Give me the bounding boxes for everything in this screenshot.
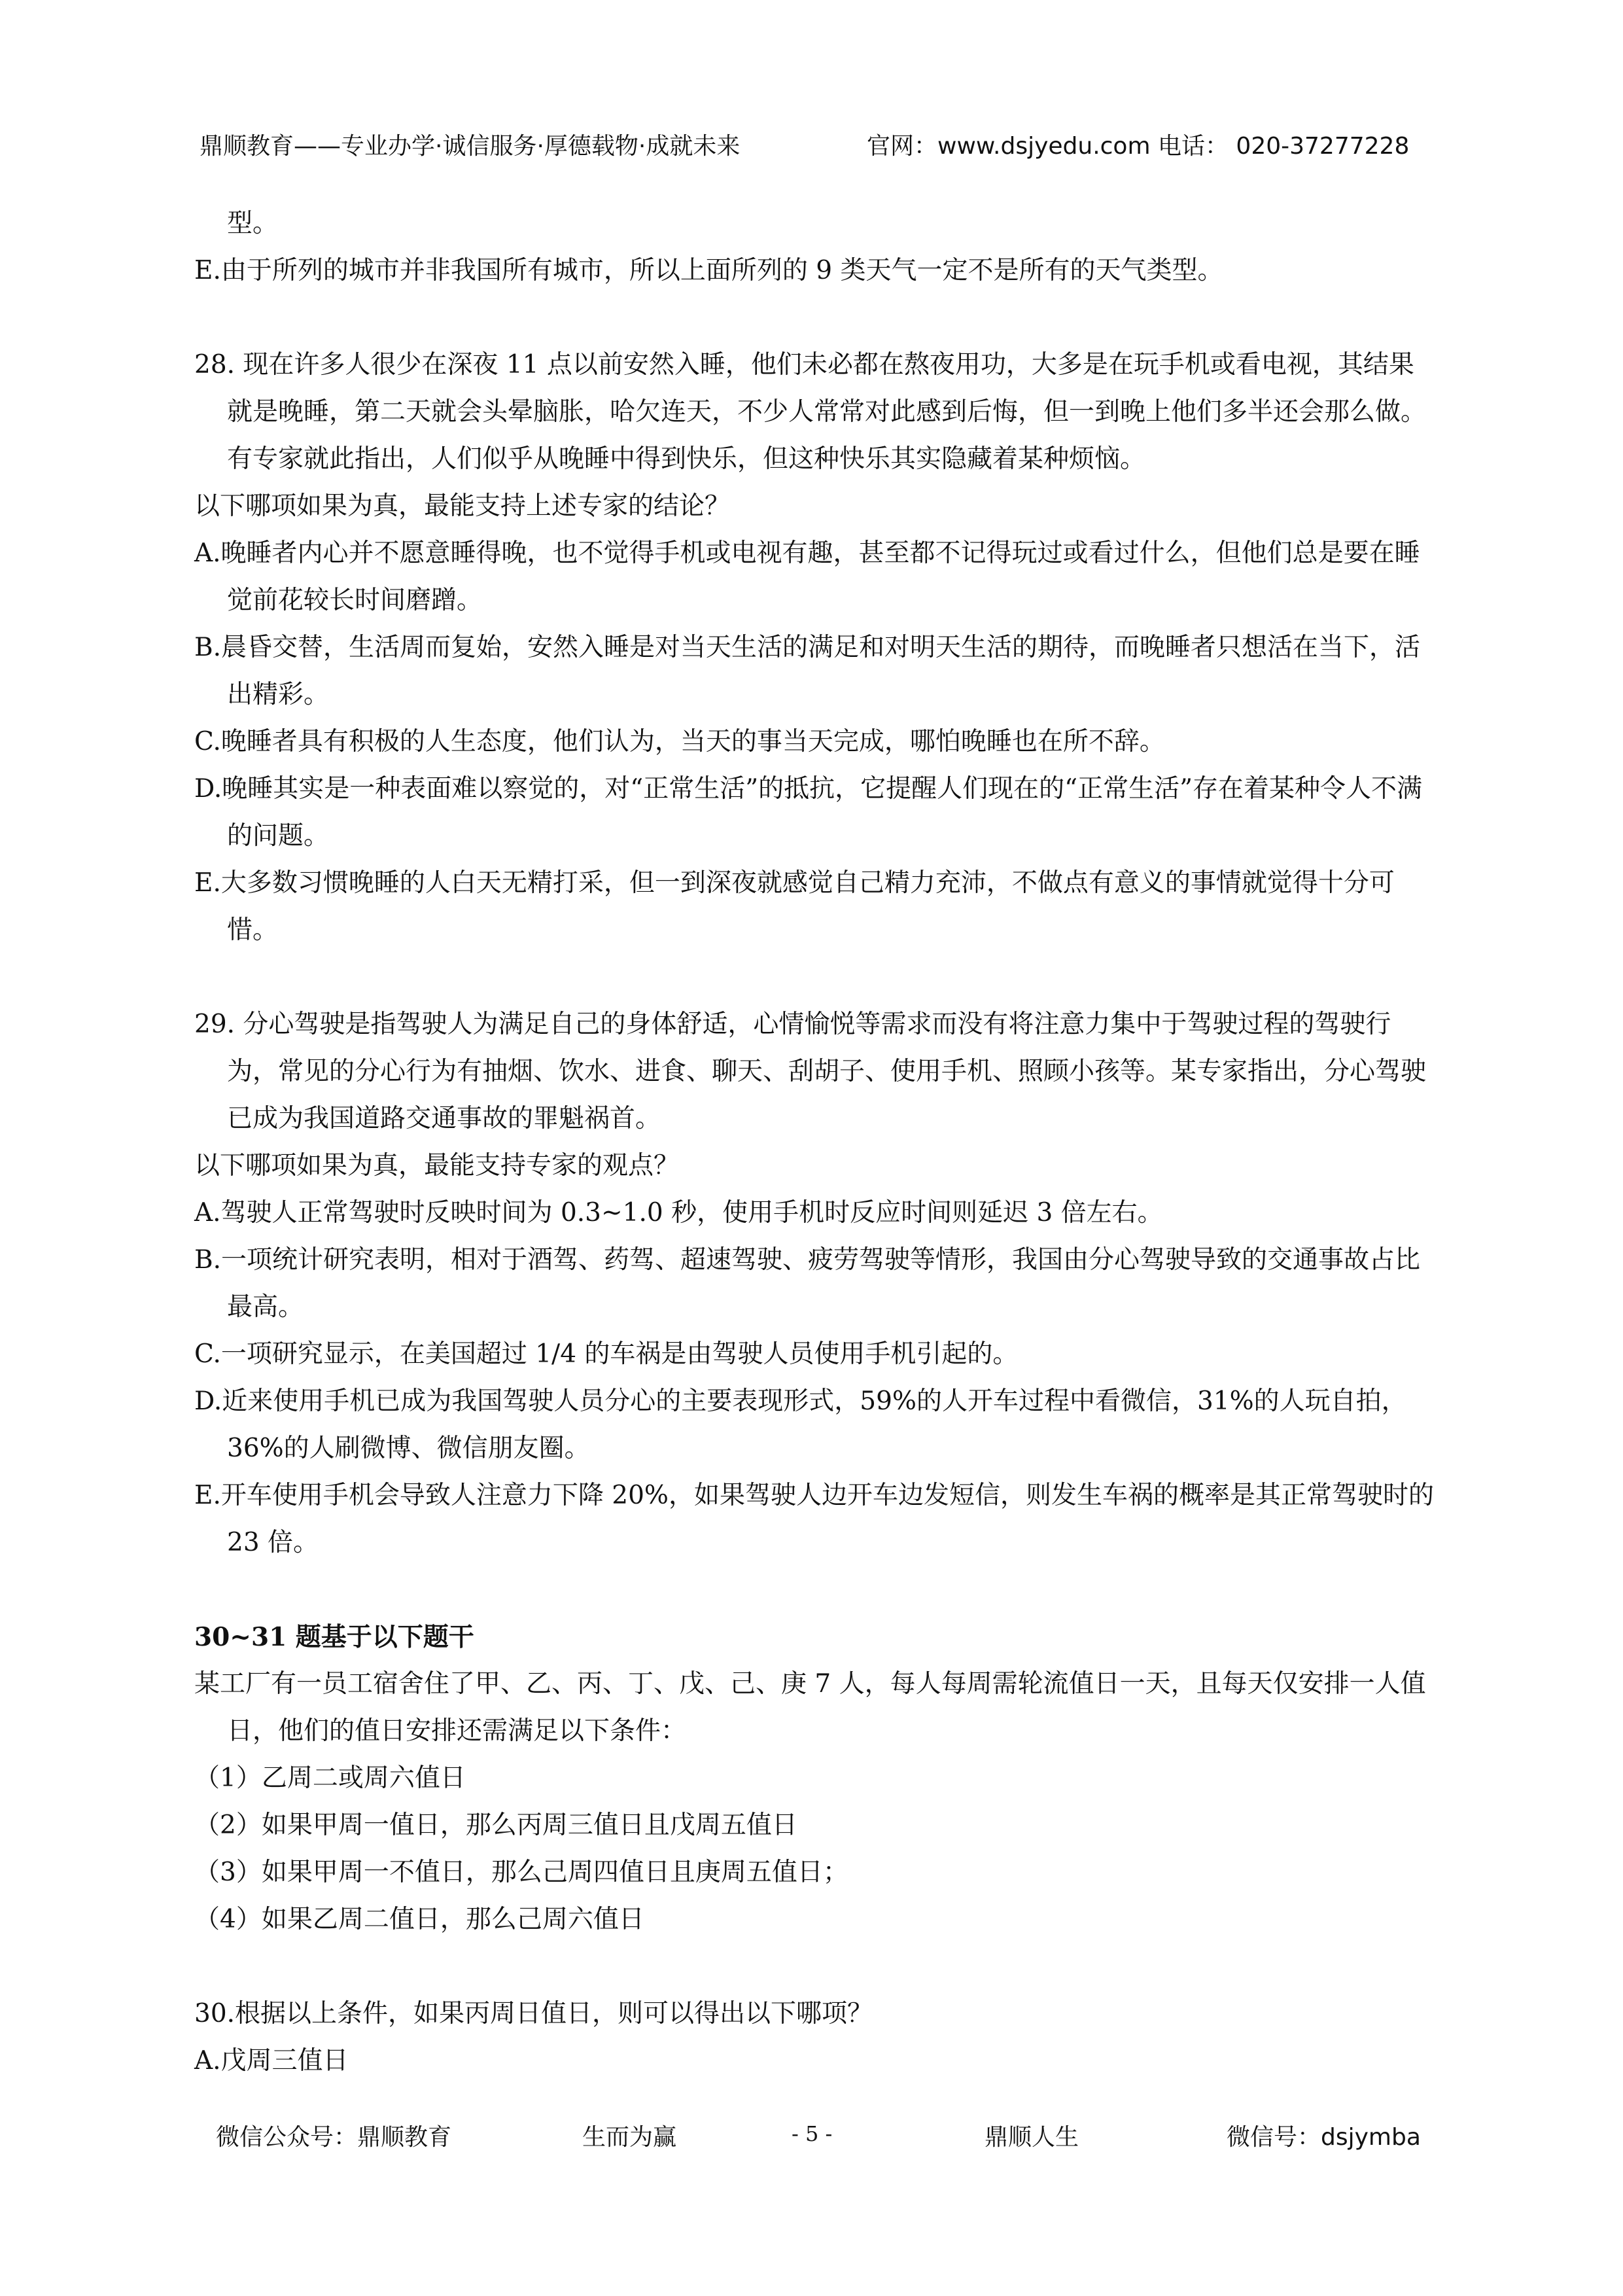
q29-question: 以下哪项如果为真，最能支持专家的观点？: [194, 1151, 680, 1180]
q28-option-d: D.晚睡其实是一种表面难以察觉的，对“正常生活”的抵抗，它提醒人们现在的“正常生活”存在着某种令人不满的问题。: [194, 774, 1423, 851]
page-footer: [216, 2119, 1459, 2158]
q30-31-stem: 某工厂有一员工宿舍住了甲、乙、丙、丁、戊、己、庚 7 人，每人每周需轮流值日一天，且每天仅安排一人值日，他们的值日安排还需满足以下条件：: [194, 1669, 1426, 1746]
footer-wechat-official: 微信公众号：鼎顺教育: [216, 2124, 452, 2151]
header-contact: 官网：www.dsjyedu.com 电话： 020-37277228: [867, 133, 1410, 160]
q29-option-e: E.开车使用手机会导致人注意力下降 20%，如果驾驶人边开车边发短信，则发生车祸的概率是其正常驾驶时的 23 倍。: [194, 1481, 1434, 1557]
page-content: [194, 200, 1437, 2085]
q28-option-e: E.大多数习惯晚睡的人白天无精打采，但一到深夜就感觉自己精力充沛，不做点有意义的事情就觉得十分可惜。: [194, 868, 1395, 945]
q30-option-a: A.戊周三值日: [194, 2046, 349, 2075]
header-motto: 鼎顺教育——专业办学·诚信服务·厚德载物·成就未来: [200, 133, 741, 160]
q30-stem: 30.根据以上条件，如果丙周日值日，则可以得出以下哪项？: [194, 1999, 873, 2028]
q29-option-c: C.一项研究显示，在美国超过 1/4 的车祸是由驾驶人员使用手机引起的。: [194, 1339, 1019, 1369]
page-header: [200, 128, 1442, 167]
page-number: - 5 -: [792, 2121, 833, 2146]
q29-option-d: D.近来使用手机已成为我国驾驶人员分心的主要表现形式，59%的人开车过程中看微信，31%的人玩自拍，36%的人刷微博、微信朋友圈。: [194, 1386, 1407, 1463]
footer-slogan: 生而为赢: [582, 2124, 677, 2151]
q29-option-a: A.驾驶人正常驾驶时反映时间为 0.3~1.0 秒，使用手机时反应时间则延迟 3 倍左右。: [194, 1198, 1163, 1227]
q28-option-a: A.晚睡者内心并不愿意睡得晚，也不觉得手机或电视有趣，甚至都不记得玩过或看过什么，但他们总是要在睡觉前花较长时间磨蹭。: [194, 539, 1420, 615]
carry-over-line: 型。: [227, 209, 279, 238]
condition-1: （1）乙周二或周六值日: [194, 1763, 466, 1793]
condition-2: （2）如果甲周一值日，那么丙周三值日且戊周五值日: [194, 1810, 797, 1840]
q29-stem: 29. 分心驾驶是指驾驶人为满足自己的身体舒适，心情愉悦等需求而没有将注意力集中于驾驶过程的驾驶行为，常见的分心行为有抽烟、饮水、进食、聊天、刮胡子、使用手机、照顾小孩等。某专家指出，分心驾驶已成为我国道路交通事故的罪魁祸首。: [194, 1010, 1427, 1133]
q29-option-b: B.一项统计研究表明，相对于酒驾、药驾、超速驾驶、疲劳驾驶等情形，我国由分心驾驶导致的交通事故占比最高。: [194, 1245, 1421, 1322]
condition-4: （4）如果乙周二值日，那么己周六值日: [194, 1905, 644, 1934]
footer-brand: 鼎顺人生: [985, 2124, 1079, 2151]
footer-wechat-id: 微信号：dsjymba: [1227, 2124, 1421, 2151]
q28-option-b: B.晨昏交替，生活周而复始，安然入睡是对当天生活的满足和对明天生活的期待，而晚睡者只想活在当下，活出精彩。: [194, 633, 1421, 709]
q28-question: 以下哪项如果为真，最能支持上述专家的结论？: [194, 491, 731, 521]
condition-3: （3）如果甲周一不值日，那么己周四值日且庚周五值日；: [194, 1858, 848, 1887]
q27-option-e: E.由于所列的城市并非我国所有城市，所以上面所列的 9 类天气一定不是所有的天气类型。: [194, 256, 1223, 285]
q28-stem: 28. 现在许多人很少在深夜 11 点以前安然入睡，他们未必都在熬夜用功，大多是在玩手机或看电视，其结果就是晚睡，第二天就会头晕脑胀，哈欠连天，不少人常常对此感到后悔，但一到晚上他们多半还会那么做。有专家就此指出，人们似乎从晚睡中得到快乐，但这种快乐其实隐藏着某种烦恼。: [194, 350, 1427, 474]
q30-31-heading: 30~31 题基于以下题干: [194, 1622, 474, 1652]
q28-option-c: C.晚睡者具有积极的人生态度，他们认为，当天的事当天完成，哪怕晚睡也在所不辞。: [194, 727, 1165, 756]
